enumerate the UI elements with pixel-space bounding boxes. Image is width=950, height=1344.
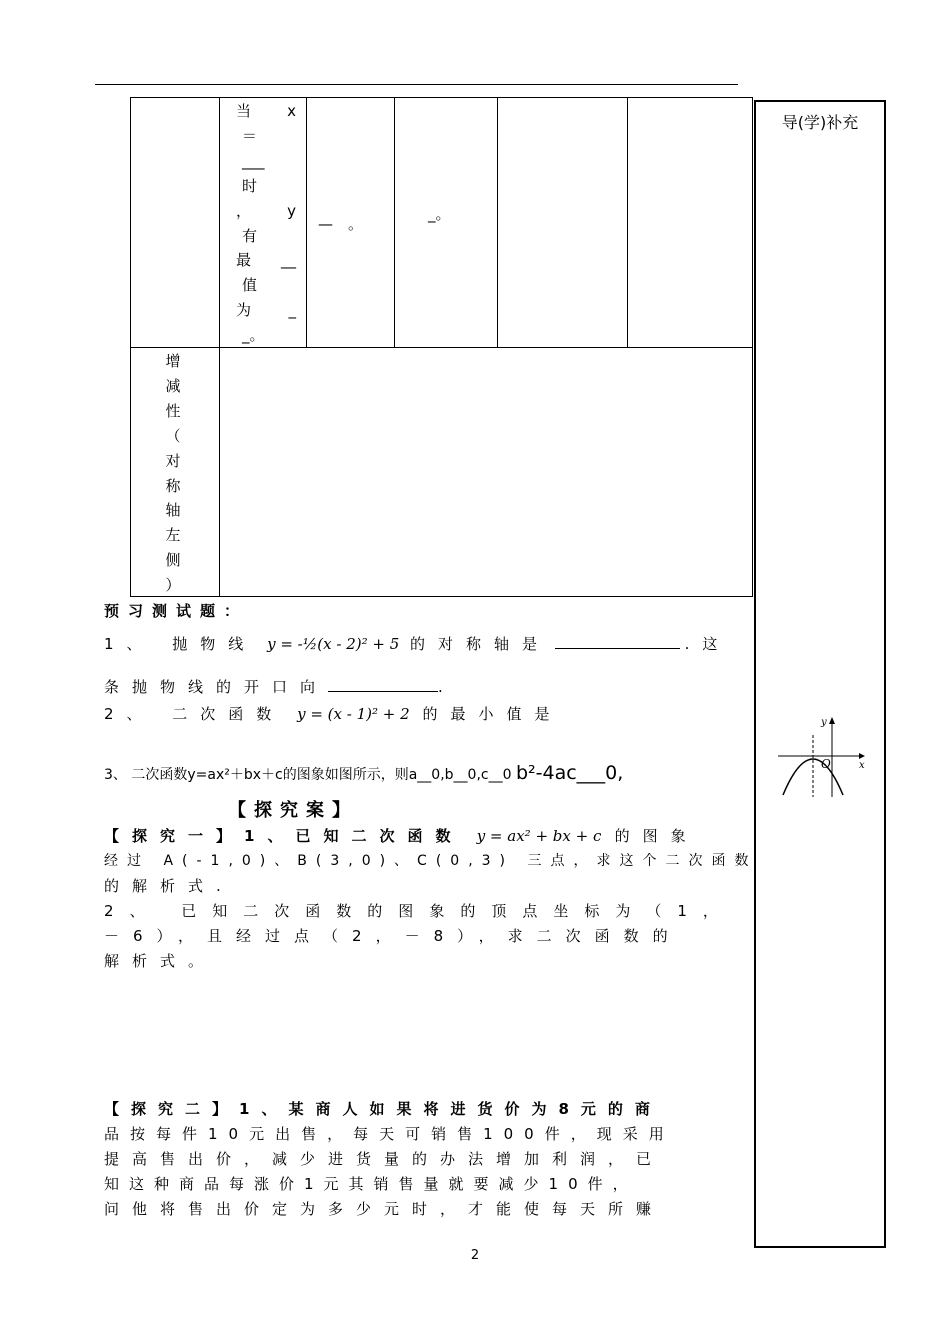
preview-heading: 预习测试题： [104, 602, 249, 620]
sidebar-title: 导(学)补充 [781, 113, 859, 132]
table-divider [627, 97, 628, 347]
explore2-line5: 问他将售出价定为多少元时，才能使每天所赚 [104, 1200, 665, 1218]
table-cell-col3: — 。 [318, 215, 364, 233]
table-row-header-monotonicity: 增 减 性 （ 对 称 轴 左 侧 ） [165, 352, 181, 595]
page-number: 2 [470, 1248, 480, 1263]
explore1-q2-line2: －6），且经过点（2，－8），求二次函数的 [104, 927, 682, 945]
table-divider [306, 97, 307, 347]
preview-q1-line2: 条抛物线的开口向 . [104, 678, 443, 696]
table-divider [497, 97, 498, 347]
explore-heading: 【探究案】 [228, 800, 358, 821]
table-cell-col4: _。 [428, 205, 451, 223]
explore1-line1: 【探究一】1、已知二次函数 y = ax² + bx + c 的图象 [104, 827, 699, 845]
preview-q2: 2、 二次函数 y = (x - 1)² + 2 的最小值是 [104, 705, 563, 723]
table-cell-max-value: 当 x ＝ ___ 时 ， y 有 最 __ 值 为 _ _。 [236, 102, 296, 345]
explore2-line3: 提高售出价，减少进货量的办法增加利润，已 [104, 1150, 665, 1168]
explore1-q2-line1: 2、 已知二次函数的图象的顶点坐标为（1， [104, 902, 734, 920]
x-axis-label: x [859, 760, 865, 771]
explore1-line3: 的解析式. [104, 877, 234, 895]
explore1-line2: 经过 A(-1,0)、B(3,0)、C(0,3) 三点，求这个二次函数 [104, 853, 758, 869]
table-divider [394, 97, 395, 347]
y-axis-label: y [821, 717, 827, 728]
explore2-line4: 知这种商品每涨价1元其销售量就要减少10件， [104, 1175, 638, 1193]
explore1-q2-line3: 解析式。 [104, 952, 217, 970]
header-rule [95, 84, 738, 85]
origin-label: O [821, 757, 831, 771]
sidebar-notes [754, 100, 886, 1248]
preview-q1: 1、 抛物线 y = -½(x - 2)² + 5 的对称轴是 .这 [104, 635, 731, 653]
parabola-graph [775, 715, 870, 800]
table-divider [130, 347, 753, 348]
explore2-line1: 【探究二】1、某商人如果将进货价为8元的商 [104, 1100, 662, 1118]
explore2-line2: 品按每件10元出售，每天可销售100件，现采用 [104, 1125, 675, 1143]
preview-q3: 3、 二次函数y=ax²＋bx＋c的图象如图所示，则a__0,b__0,c__0 b²-4ac___0, [104, 762, 624, 784]
